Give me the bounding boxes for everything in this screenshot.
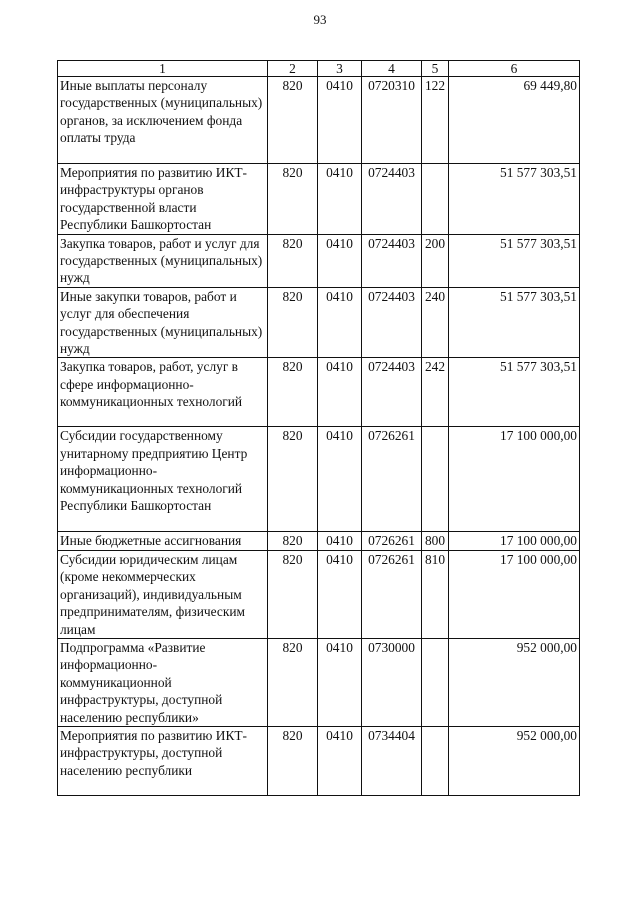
table-row — [58, 234, 580, 287]
ministry-code: 820 — [268, 427, 318, 532]
column-header: 3 — [318, 61, 362, 77]
row-name: Закупка товаров, работ, услуг в сфере информационно-коммуникационных технологий — [58, 358, 268, 427]
amount: 69 449,80 — [449, 77, 580, 164]
row-name: Субсидии юридическим лицам (кроме некоммерческих организаций), индивидуальным предпринимателям, физическим лицам — [58, 550, 268, 638]
amount: 17 100 000,00 — [449, 532, 580, 550]
row-name: Иные выплаты персоналу государственных (муниципальных) органов, за исключением фонда оплаты труда — [58, 77, 268, 164]
table-row — [58, 164, 580, 235]
target-article-code: 0724403 — [362, 358, 422, 427]
target-article-code: 0734404 — [362, 726, 422, 795]
row-name: Иные бюджетные ассигнования — [58, 532, 268, 550]
expense-type-code: 810 — [422, 550, 449, 638]
row-name: Подпрограмма «Развитие информационно-коммуникационной инфраструктуры, доступной населению республики» — [58, 638, 268, 726]
section-code: 0410 — [318, 550, 362, 638]
ministry-code: 820 — [268, 77, 318, 164]
amount: 952 000,00 — [449, 726, 580, 795]
section-code: 0410 — [318, 358, 362, 427]
target-article-code: 0726261 — [362, 532, 422, 550]
table-row — [58, 427, 580, 532]
table-header-row — [58, 61, 580, 77]
ministry-code: 820 — [268, 287, 318, 358]
section-code: 0410 — [318, 234, 362, 287]
column-header: 5 — [422, 61, 449, 77]
column-header: 4 — [362, 61, 422, 77]
expense-type-code: 800 — [422, 532, 449, 550]
amount: 51 577 303,51 — [449, 164, 580, 235]
column-header: 1 — [58, 61, 268, 77]
section-code: 0410 — [318, 77, 362, 164]
section-code: 0410 — [318, 287, 362, 358]
table-row — [58, 726, 580, 795]
target-article-code: 0720310 — [362, 77, 422, 164]
target-article-code: 0726261 — [362, 427, 422, 532]
target-article-code: 0724403 — [362, 287, 422, 358]
ministry-code: 820 — [268, 532, 318, 550]
expense-type-code — [422, 638, 449, 726]
amount: 51 577 303,51 — [449, 287, 580, 358]
row-name: Иные закупки товаров, работ и услуг для обеспечения государственных (муниципальных) нужд — [58, 287, 268, 358]
ministry-code: 820 — [268, 234, 318, 287]
column-header: 6 — [449, 61, 580, 77]
table-row — [58, 77, 580, 164]
row-name: Субсидии государственному унитарному предприятию Центр информационно-коммуникационных технологий Республики Башкортостан — [58, 427, 268, 532]
expense-type-code — [422, 164, 449, 235]
section-code: 0410 — [318, 638, 362, 726]
ministry-code: 820 — [268, 358, 318, 427]
section-code: 0410 — [318, 532, 362, 550]
table-row — [58, 532, 580, 550]
target-article-code: 0724403 — [362, 164, 422, 235]
table-row — [58, 638, 580, 726]
expense-type-code — [422, 427, 449, 532]
amount: 51 577 303,51 — [449, 234, 580, 287]
amount: 17 100 000,00 — [449, 427, 580, 532]
section-code: 0410 — [318, 726, 362, 795]
amount: 17 100 000,00 — [449, 550, 580, 638]
amount: 952 000,00 — [449, 638, 580, 726]
expense-type-code: 240 — [422, 287, 449, 358]
section-code: 0410 — [318, 427, 362, 532]
target-article-code: 0730000 — [362, 638, 422, 726]
row-name: Закупка товаров, работ и услуг для государственных (муниципальных) нужд — [58, 234, 268, 287]
page-number: 93 — [313, 12, 327, 27]
target-article-code: 0724403 — [362, 234, 422, 287]
section-code: 0410 — [318, 164, 362, 235]
ministry-code: 820 — [268, 638, 318, 726]
column-header: 2 — [268, 61, 318, 77]
row-name: Мероприятия по развитию ИКТ-инфраструктуры, доступной населению республики — [58, 726, 268, 795]
expense-type-code — [422, 726, 449, 795]
table-row — [58, 287, 580, 358]
target-article-code: 0726261 — [362, 550, 422, 638]
ministry-code: 820 — [268, 726, 318, 795]
ministry-code: 820 — [268, 550, 318, 638]
expense-type-code: 122 — [422, 77, 449, 164]
budget-table — [57, 60, 580, 796]
expense-type-code: 242 — [422, 358, 449, 427]
row-name: Мероприятия по развитию ИКТ-инфраструктуры органов государственной власти Республики Башкортостан — [58, 164, 268, 235]
table-row — [58, 550, 580, 638]
ministry-code: 820 — [268, 164, 318, 235]
expense-type-code: 200 — [422, 234, 449, 287]
amount: 51 577 303,51 — [449, 358, 580, 427]
table-row — [58, 358, 580, 427]
